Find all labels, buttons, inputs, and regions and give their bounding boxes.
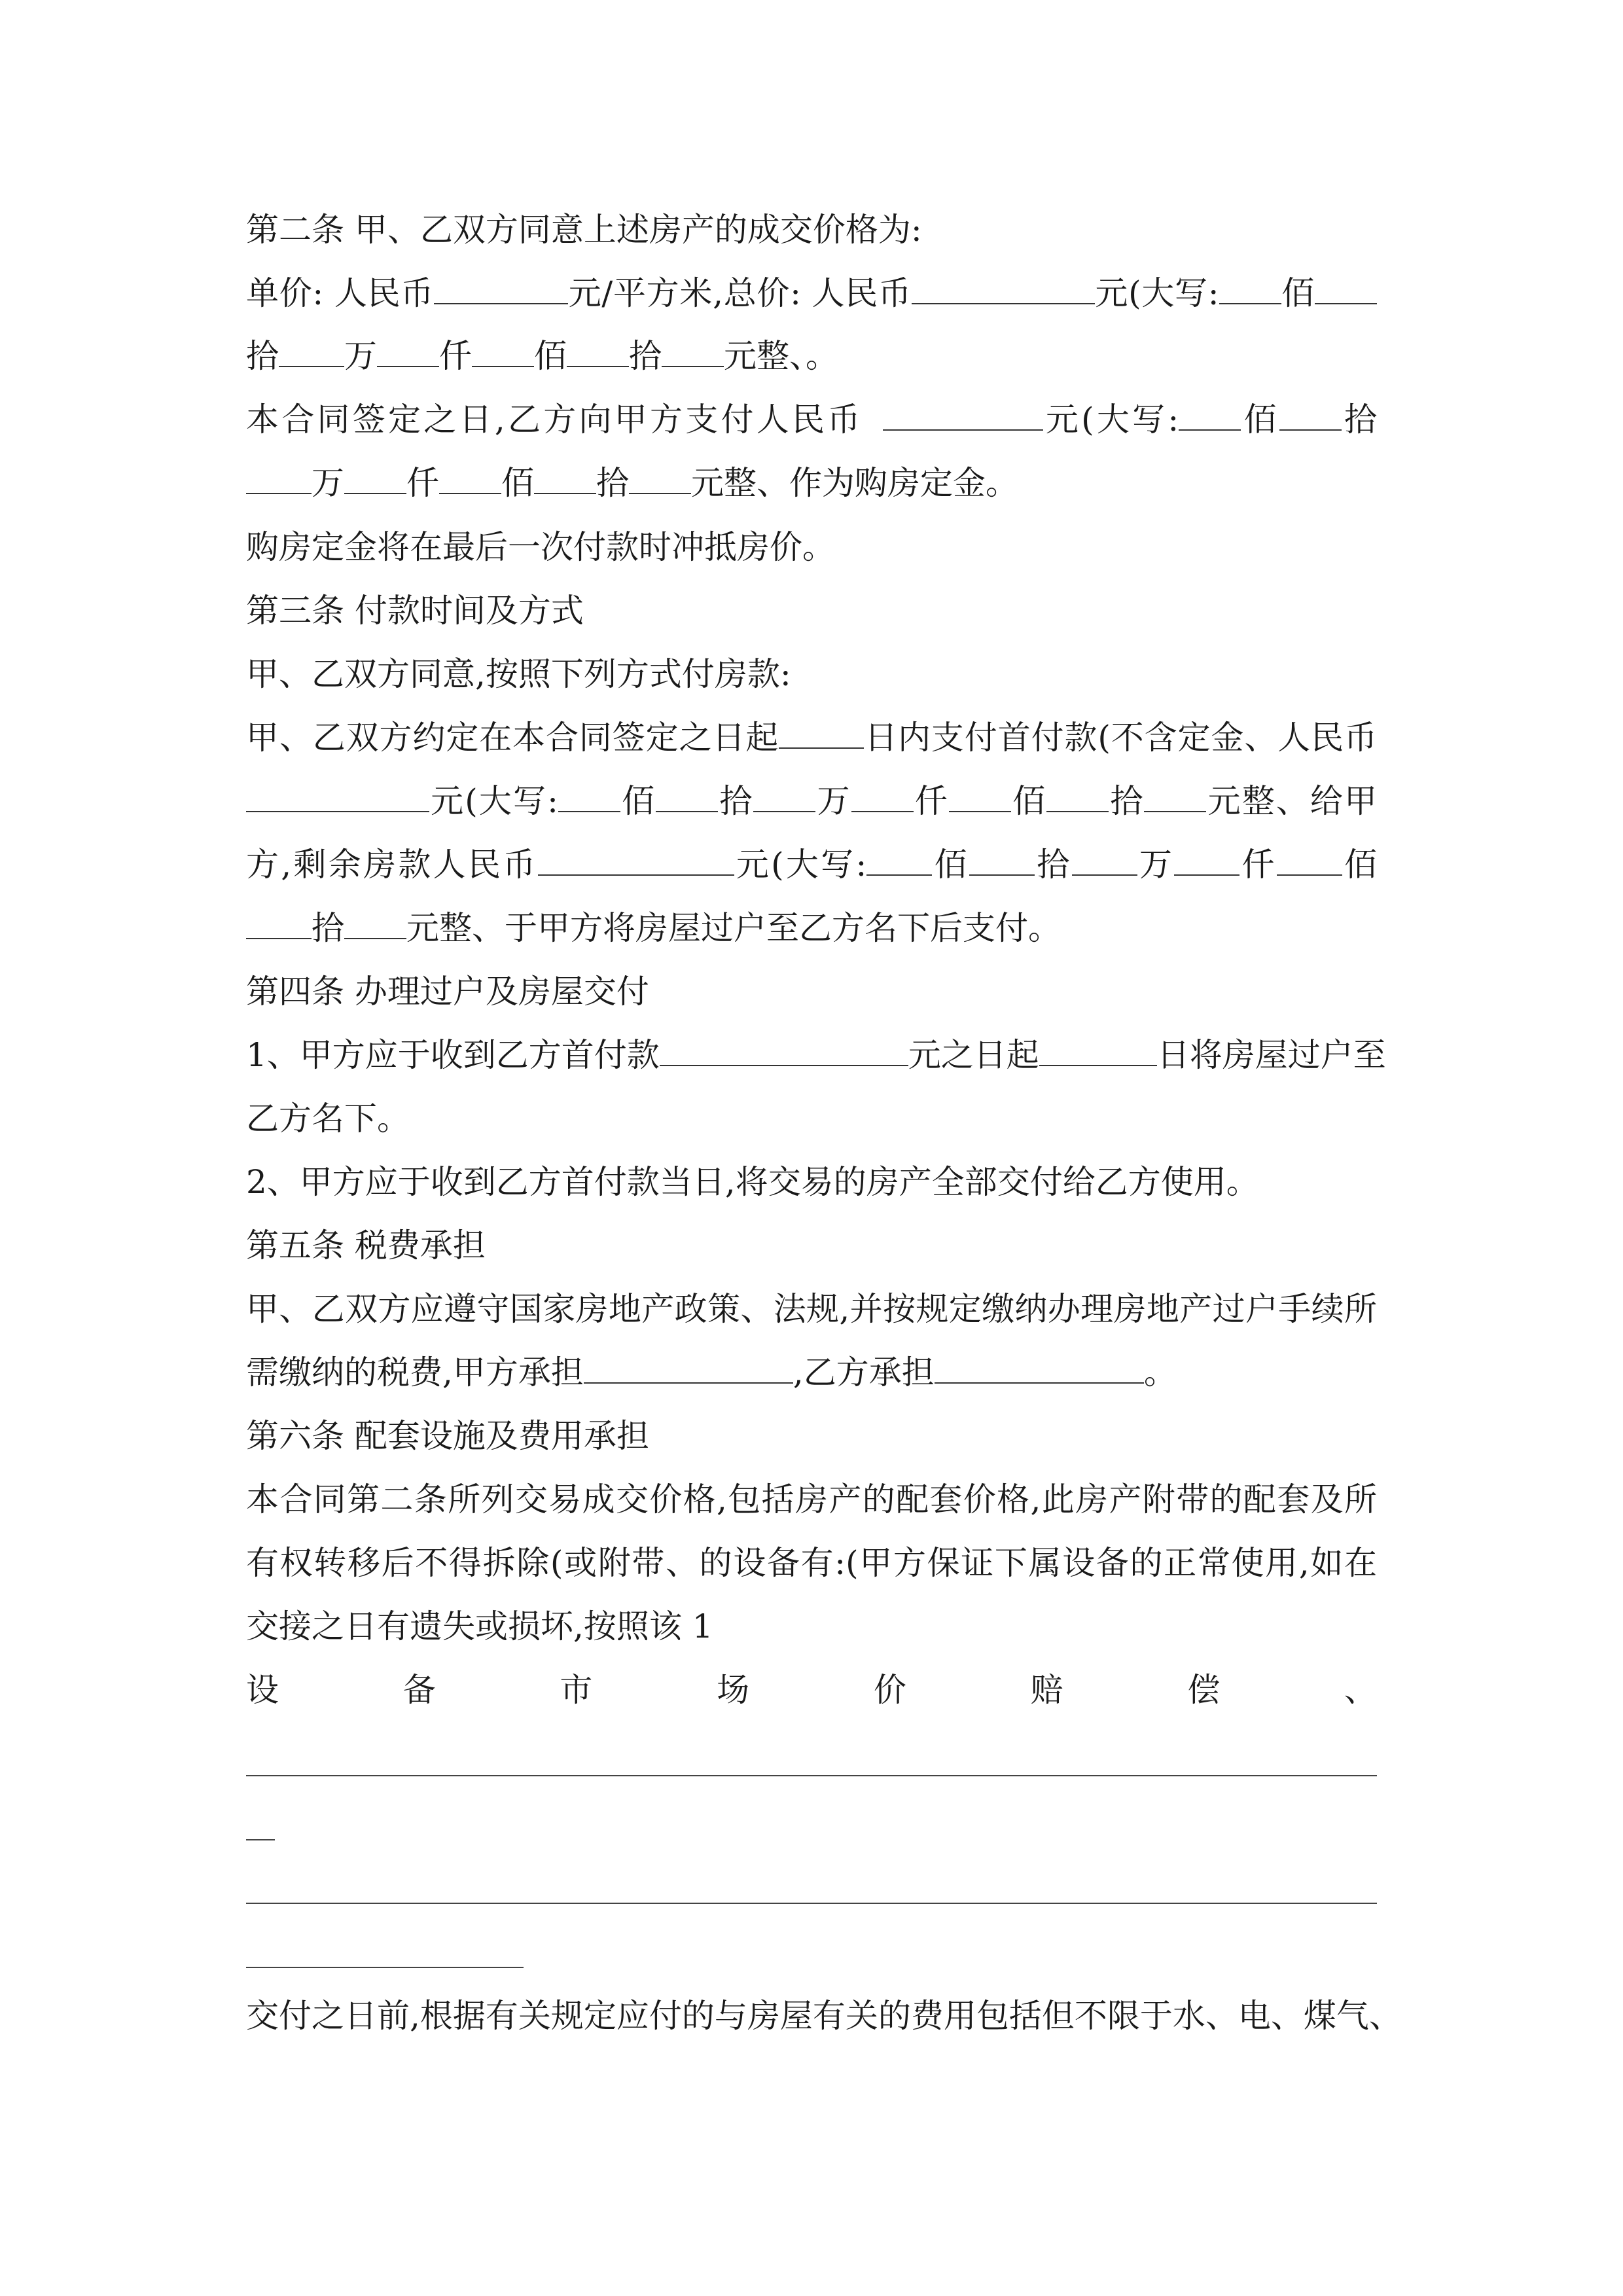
article-6-heading: 第六条 配套设施及费用承担 bbox=[246, 1417, 649, 1455]
blank[interactable] bbox=[246, 484, 312, 494]
blank[interactable] bbox=[377, 357, 439, 367]
remaining-uppercase-line: 拾 元整、于甲方将房屋过户至乙方名下后支付。 bbox=[246, 897, 1377, 960]
blank[interactable] bbox=[1072, 865, 1137, 876]
tax-clause-line-2: 需缴纳的税费,甲方承担 ,乙方承担 。 bbox=[246, 1354, 1177, 1391]
remaining-payment-line: 方,剩余房款人民币 元(大写: 佰 拾 万 仟 佰 bbox=[246, 846, 1378, 884]
deposit-offset-note: 购房定金将在最后一次付款时冲抵房价。 bbox=[246, 528, 835, 566]
facilities-clause-line-3: 交接之日有遗失或损坏,按照该 1 bbox=[246, 1607, 713, 1645]
tax-clause-line-1: 甲、乙双方应遵守国家房地产政策、法规,并按规定缴纳办理房地产过户手续所 bbox=[246, 1290, 1377, 1328]
article-4-heading: 第四条 办理过户及房屋交付 bbox=[246, 973, 649, 1011]
deposit-uppercase-line: 万 仟 佰 拾 元整、作为购房定金。 bbox=[246, 452, 1377, 514]
blank[interactable] bbox=[949, 802, 1011, 812]
pre-handover-fees-line: 交付之日前,根据有关规定应付的与房屋有关的费用包括但不限于水、电、煤气、 bbox=[246, 1997, 1402, 2035]
transfer-clause-1-cont: 乙方名下。 bbox=[246, 1100, 410, 1138]
blank[interactable] bbox=[851, 802, 914, 812]
blank[interactable] bbox=[1144, 802, 1206, 812]
blank[interactable] bbox=[866, 865, 932, 876]
fill-in-line-partial[interactable] bbox=[246, 1967, 524, 1968]
transfer-clause-2: 2、甲方应于收到乙方首付款当日,将交易的房产全部交付给乙方使用。 bbox=[246, 1163, 1259, 1201]
blank[interactable] bbox=[279, 357, 344, 367]
unit-price-blank[interactable] bbox=[434, 294, 568, 304]
deposit-amount-blank[interactable] bbox=[883, 420, 1043, 431]
article-3-heading: 第三条 付款时间及方式 bbox=[246, 592, 584, 630]
fill-in-line[interactable] bbox=[246, 1903, 1377, 1904]
blank[interactable] bbox=[629, 484, 691, 494]
blank[interactable] bbox=[439, 484, 501, 494]
down-payment-uppercase-line: 元(大写: 佰 拾 万 仟 佰 拾 元整、给甲 bbox=[246, 770, 1377, 833]
unit-total-price-line: 单价: 人民币 元/平方米,总价: 人民币 元(大写: 佰 bbox=[246, 262, 1377, 325]
transfer-days-blank[interactable] bbox=[1039, 1056, 1157, 1066]
blank[interactable] bbox=[1315, 294, 1377, 304]
compensation-spread-line: 设 备 市 场 价 赔 偿 、 bbox=[246, 1671, 1377, 1709]
party-b-tax-blank[interactable] bbox=[935, 1373, 1144, 1384]
blank[interactable] bbox=[567, 357, 629, 367]
facilities-clause-line-2: 有权转移后不得拆除(或附带、的设备有:(甲方保证下属设备的正常使用,如在 bbox=[246, 1544, 1377, 1582]
blank[interactable] bbox=[1179, 420, 1241, 431]
blank[interactable] bbox=[534, 484, 596, 494]
blank[interactable] bbox=[662, 357, 724, 367]
fill-in-line[interactable] bbox=[246, 1775, 1377, 1776]
blank[interactable] bbox=[969, 865, 1035, 876]
blank[interactable] bbox=[558, 802, 620, 812]
party-a-tax-blank[interactable] bbox=[584, 1373, 793, 1384]
total-price-blank[interactable] bbox=[912, 294, 1095, 304]
blank[interactable] bbox=[344, 929, 406, 939]
deposit-line: 本合同签定之日,乙方向甲方支付人民币 元(大写: 佰 拾 bbox=[246, 401, 1378, 439]
blank[interactable] bbox=[1174, 865, 1240, 876]
blank[interactable] bbox=[246, 929, 312, 939]
blank[interactable] bbox=[1279, 420, 1342, 431]
blank[interactable] bbox=[1046, 802, 1109, 812]
blank[interactable] bbox=[753, 802, 815, 812]
blank[interactable] bbox=[344, 484, 406, 494]
article-5-heading: 第五条 税费承担 bbox=[246, 1227, 486, 1265]
first-payment-blank[interactable] bbox=[660, 1056, 908, 1066]
total-price-uppercase-line: 拾 万 仟 佰 拾 元整、。 bbox=[246, 337, 838, 375]
payment-method-intro: 甲、乙双方同意,按照下列方式付房款: bbox=[246, 655, 791, 693]
facilities-clause-line-1: 本合同第二条所列交易成交价格,包括房产的配套价格,此房产附带的配套及所 bbox=[246, 1480, 1377, 1518]
days-blank[interactable] bbox=[779, 738, 864, 749]
fill-in-line-short[interactable] bbox=[246, 1839, 275, 1840]
down-payment-amount-blank[interactable] bbox=[246, 802, 429, 812]
remaining-amount-blank[interactable] bbox=[538, 865, 734, 876]
article-2-heading: 第二条 甲、乙双方同意上述房产的成交价格为: bbox=[246, 211, 922, 249]
blank[interactable] bbox=[656, 802, 718, 812]
blank[interactable] bbox=[1219, 294, 1281, 304]
blank[interactable] bbox=[1277, 865, 1342, 876]
transfer-clause-1: 1、甲方应于收到乙方首付款 元之日起 日将房屋过户至 bbox=[246, 1036, 1386, 1074]
blank[interactable] bbox=[472, 357, 534, 367]
down-payment-line: 甲、乙双方约定在本合同签定之日起 日内支付首付款(不含定金、人民币 bbox=[246, 719, 1377, 757]
